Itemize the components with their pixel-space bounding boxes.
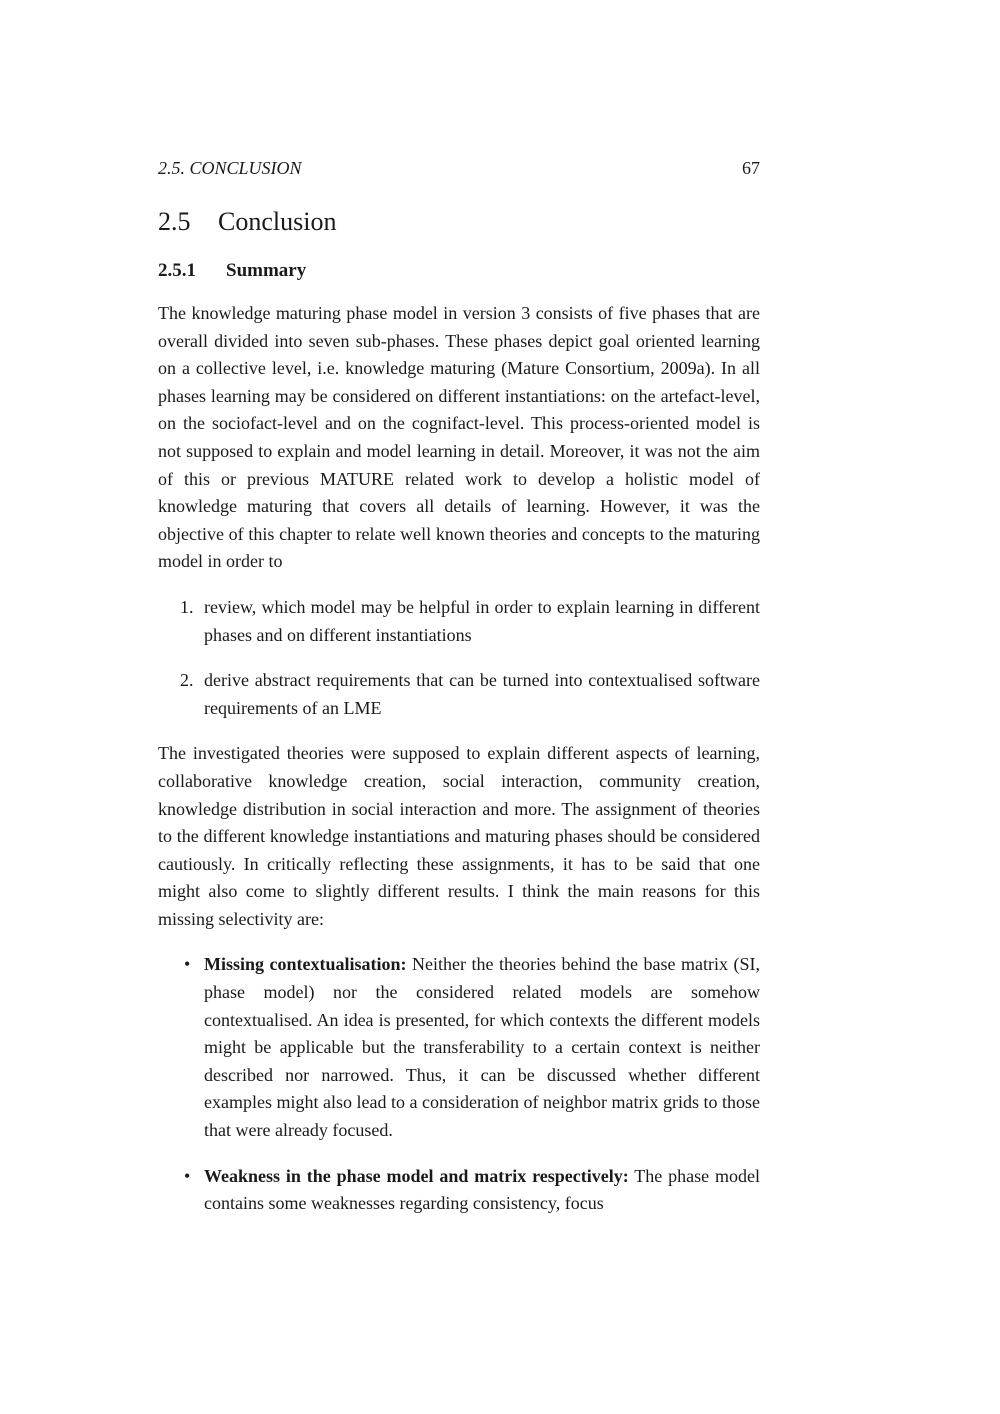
- list-item: [158, 951, 760, 1144]
- bullet-marker: •: [184, 1165, 191, 1186]
- running-head: [158, 158, 760, 186]
- section-title: Conclusion: [218, 207, 337, 236]
- list-item-text: derive abstract requirements that can be turned into contextualised software requirements of an LME: [204, 670, 760, 718]
- running-head-section: 2.5. CONCLUSION: [158, 158, 302, 178]
- bullet-lead: Weakness in the phase model and matrix respectively:: [204, 1165, 629, 1186]
- list-item: [158, 594, 760, 649]
- bullet-text: The phase model contains some weaknesses regarding consistency, focus: [204, 1165, 760, 1214]
- bullet-text: Neither the theories behind the base matrix (SI, phase model) nor the considered related models are somehow contextualised. An idea is presented, for which contexts the different models might be applicable but the transferability to a certain context is neither described nor narrowed. Thus, it can be discussed whether different examples might also lead to a consideration of neighbor matrix grids to those that were already focused.: [204, 954, 760, 1141]
- numbered-list: [158, 594, 760, 722]
- bullet-list: [158, 951, 760, 1217]
- section-heading: [158, 206, 760, 238]
- list-item-text: review, which model may be helpful in order to explain learning in different phases and on different instantiations: [204, 596, 760, 645]
- summary-paragraph: The knowledge maturing phase model in version 3 consists of five phases that are overall divided into seven sub-phases. These phases depict goal oriented learning on a collective level, i.e. knowledge maturing (Mature Consortium, 2009a). In all phases learning may be considered on different instantiations: on the artefact-level, on the sociofact-level and on the cognifact-level. This process-oriented model is not supposed to explain and model learning in detail. Moreover, it was not the aim of this or previous MATURE related work to develop a holistic model of knowledge maturing that covers all details of learning. However, it was the objective of this chapter to relate well known theories and concepts to the maturing model in order to: [158, 303, 760, 572]
- page-body: [158, 158, 760, 1236]
- subsection-title: Summary: [226, 260, 307, 281]
- subsection-heading: [158, 258, 760, 284]
- bullet-marker: •: [184, 954, 191, 975]
- list-marker: 2.: [180, 670, 194, 691]
- list-item: [158, 1163, 760, 1218]
- subsection-number: 2.5.1: [158, 260, 196, 281]
- section-number: 2.5: [158, 207, 191, 236]
- page-number: 67: [742, 158, 760, 178]
- list-marker: 1.: [180, 596, 194, 617]
- list-item: [158, 667, 760, 722]
- bullet-lead: Missing contextualisation:: [204, 954, 407, 975]
- theories-paragraph: The investigated theories were supposed to explain different aspects of learning, collaborative knowledge creation, social interaction, community creation, knowledge distribution in social interaction and more. The assignment of theories to the different knowledge instantiations and maturing phases should be considered cautiously. In critically reflecting these assignments, it has to be said that one might also come to slightly different results. I think the main reasons for this missing selectivity are:: [158, 743, 760, 929]
